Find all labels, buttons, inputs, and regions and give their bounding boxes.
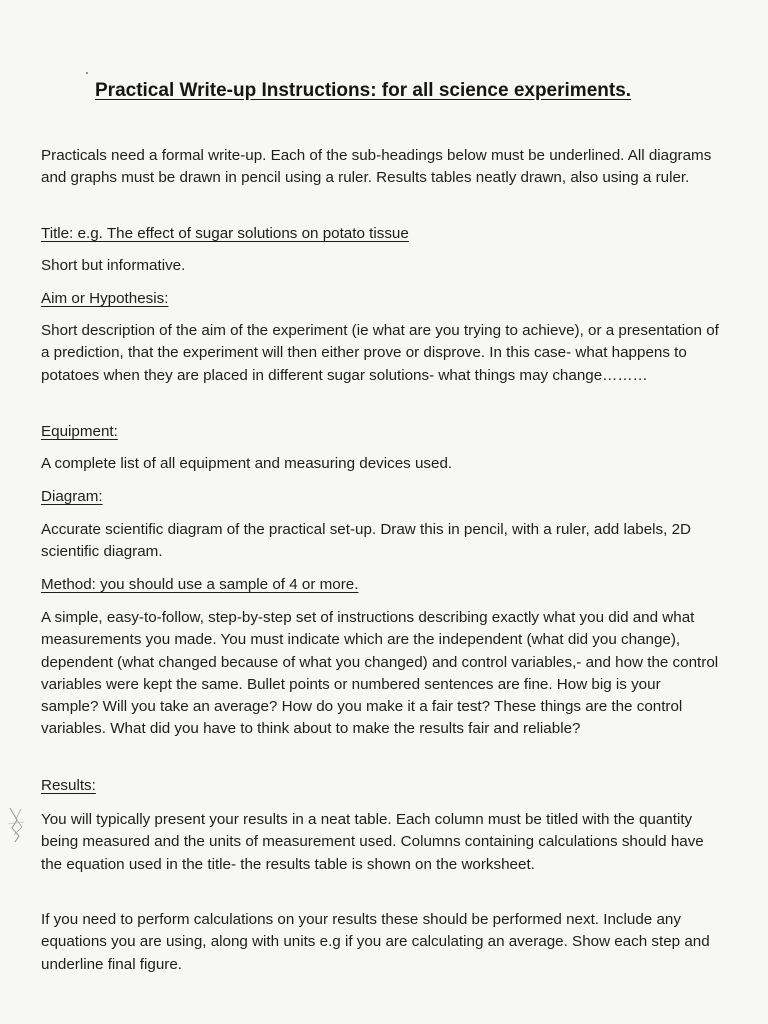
heading-method: Method: you should use a sample of 4 or more. — [41, 576, 359, 593]
results-body: You will typically present your results in a neat table. Each column must be titled with the quantity being measured and the units of measurement used. Columns containing calculations should have the equation used in the title- the results table is shown on the worksheet. — [41, 811, 704, 873]
heading-title: Title: e.g. The effect of sugar solutions on potato tissue — [41, 225, 409, 242]
heading-results: Results: — [41, 777, 96, 794]
aim-body: Short description of the aim of the experiment (ie what are you trying to achieve), or a presentation of a prediction, that the experiment will then either prove or disprove. In this case- what happens to potatoes when they are placed in different sugar solutions- what things may change……… — [41, 322, 719, 384]
margin-scribble-icon — [6, 806, 28, 844]
intro-paragraph: Practicals need a formal write-up. Each of the sub-headings below must be underlined. All diagrams and graphs must be drawn in pencil using a ruler. Results tables neatly drawn, also using a ruler. — [41, 147, 712, 187]
scan-speck — [86, 72, 88, 74]
method-body: A simple, easy-to-follow, step-by-step set of instructions describing exactly what you did and what measurements you made. You must indicate which are the independent (what did you change), dependent (what changed because of what you changed) and control variables,- and how the control variables were kept the same. Bullet points or numbered sentences are fine. How big is your sample? Will you take an average? How do you make it a fair test? These things are the control variables. What did you have to think about to make the results fair and reliable? — [41, 609, 719, 738]
title-body: Short but informative. — [41, 257, 186, 274]
diagram-body: Accurate scientific diagram of the practical set-up. Draw this in pencil, with a ruler, add labels, 2D scientific diagram. — [41, 521, 691, 561]
results-body-2: If you need to perform calculations on your results these should be performed next. Include any equations you are using, along with units e.g if you are calculating an average. Show each step and underline final figure. — [41, 911, 710, 973]
heading-equipment: Equipment: — [41, 423, 118, 440]
equipment-body: A complete list of all equipment and measuring devices used. — [41, 455, 453, 472]
heading-diagram: Diagram: — [41, 488, 103, 505]
document-title: Practical Write-up Instructions: for all science experiments. — [95, 80, 632, 101]
heading-aim: Aim or Hypothesis: — [41, 290, 169, 307]
